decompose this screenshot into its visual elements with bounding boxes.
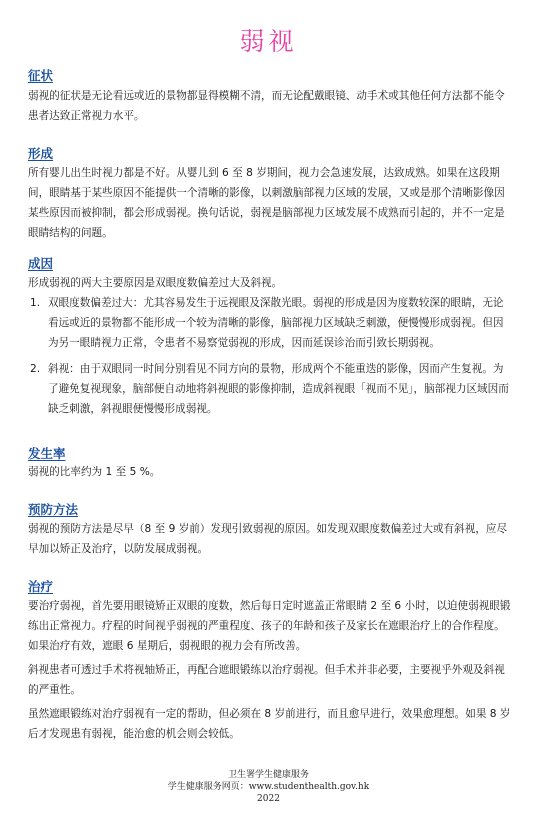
- page-title: 弱视: [239, 27, 298, 56]
- footer-website: 学生健康服务网页：www.studenthealth.gov.hk: [167, 782, 370, 792]
- heading-symptoms: 征状: [28, 68, 54, 83]
- list-item-number: 1.: [30, 297, 41, 309]
- heading-causes: 成因: [28, 256, 54, 271]
- list-item: [28, 359, 514, 419]
- list-item-number: 2.: [30, 363, 41, 375]
- formation-body: 所有婴儿出生时视力都是不好。从婴儿到 6 至 8 岁期间，视力会急速发展，达致成熟。如果在这段期间，眼睛基于某些原因不能提供一个清晰的影像，以刺激脑部视力区域的发展，又或是那个清晰影像因某些原因而被抑制，都会形成弱视。换句话说，弱视是脑部视力区域发展不成熟而引起的，并不一定是眼睛结构的问题。: [28, 167, 505, 239]
- causes-intro: 形成弱视的两大主要原因是双眼度数偏差过大及斜视。: [28, 277, 283, 289]
- prevention-body: 弱视的预防方法是尽早（8 至 9 岁前）发现引致弱视的原因。如发现双眼度数偏差过大或有斜视，应尽早加以矫正及治疗，以防发展成弱视。: [28, 523, 508, 555]
- list-item: [28, 293, 514, 353]
- list-item-text: 双眼度数偏差过大：尤其容易发生于远视眼及深散光眼。弱视的形成是因为度数较深的眼睛，无论看远或近的景物都不能形成一个较为清晰的影像，脑部视力区域缺乏刺激，便慢慢形成弱视。但因为另一眼睛视力正常，令患者不易察觉弱视的形成，因而延误诊治而引致长期弱视。: [48, 297, 504, 349]
- treatment-paragraph-3: 虽然遮眼锻练对治疗弱视有一定的帮助，但必须在 8 岁前进行，而且愈早进行，效果愈理想。如果 8 岁后才发现患有弱视，能治愈的机会则会较低。: [28, 708, 511, 740]
- heading-prevention: 预防方法: [28, 502, 79, 517]
- heading-incidence: 发生率: [28, 446, 66, 461]
- symptoms-body: 弱视的征状是无论看远或近的景物都显得模糊不清，而无论配戴眼镜、动手术或其他任何方法都不能令患者达致正常视力水平。: [28, 90, 505, 122]
- footer: [0, 769, 537, 805]
- heading-treatment: 治疗: [28, 579, 54, 594]
- list-item-text: 斜视：由于双眼同一时间分别看见不同方向的景物，形成两个不能重迭的影像，因而产生复视。为了避免复视现象，脑部便自动地将斜视眼的影像抑制，造成斜视眼「视而不见」，脑部视力区域因而缺乏刺激，斜视眼便慢慢形成弱视。: [48, 363, 509, 415]
- causes-list: [28, 293, 514, 425]
- footer-organization: 卫生署学生健康服务: [227, 770, 309, 780]
- incidence-body: 弱视的比率约为 1 至 5 %。: [28, 466, 161, 478]
- treatment-paragraph-2: 斜视患者可透过手术将视轴矫正，再配合遮眼锻练以治疗弱视。但手术并非必要，主要视乎外观及斜视的严重性。: [28, 664, 505, 696]
- treatment-paragraph-1: 要治疗弱视，首先要用眼镜矫正双眼的度数，然后每日定时遮盖正常眼睛 2 至 6 小时，以迫使弱视眼锻练出正常视力。疗程的时间视乎弱视的严重程度、孩子的年龄和孩子及家长在遮眼治疗上的合作程度。如果治疗有效，遮眼 6 星期后，弱视眼的视力会有所改善。: [28, 600, 511, 652]
- heading-formation: 形成: [28, 146, 54, 161]
- footer-year: 2022: [257, 794, 280, 804]
